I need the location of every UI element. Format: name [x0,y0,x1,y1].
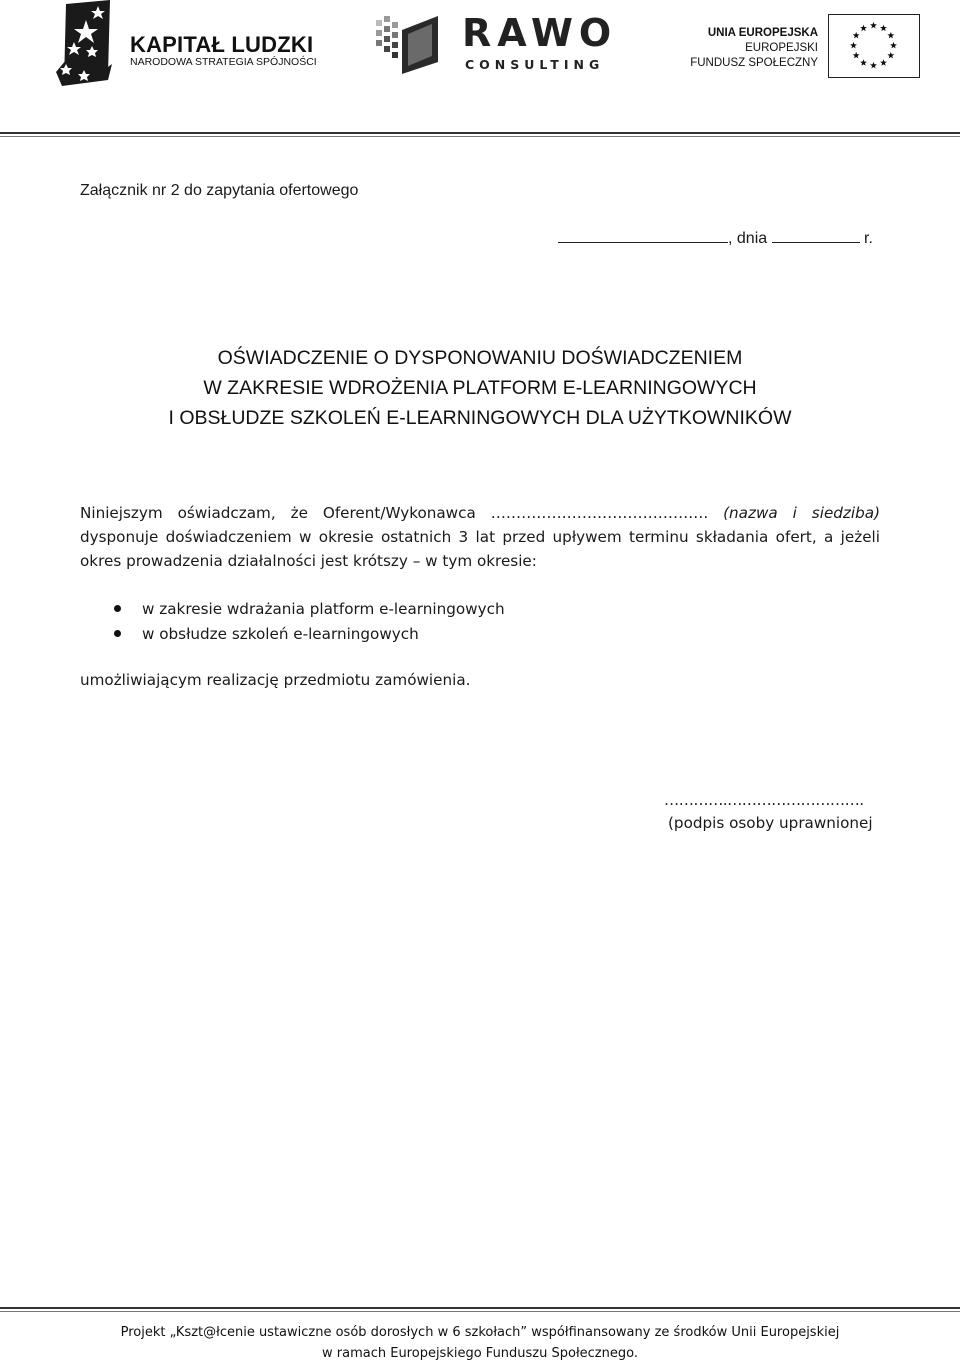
eu-star-icon [890,42,897,49]
list-item-text: w obsłudze szkoleń e-learningowych [142,625,419,643]
attachment-label: Załącznik nr 2 do zapytania ofertowego [80,182,359,199]
signature-label: (podpis osoby uprawnionej [668,814,873,832]
footer-line-2: w ramach Europejskiego Funduszu Społecznego. [322,1346,638,1361]
eu-line-3: FUNDUSZ SPOŁECZNY [690,57,818,69]
eu-star-icon [880,59,887,66]
title-line-1: OŚWIADCZENIE O DYSPONOWANIU DOŚWIADCZENIEM [217,347,743,369]
paragraph-italic-note: (nazwa i siedziba) [723,504,880,522]
eu-star-icon [870,62,877,69]
header-divider [0,132,960,134]
kapital-ludzki-subtitle: NARODOWA STRATEGIA SPÓJNOŚCI [130,56,317,68]
rawo-emblem-icon [372,12,444,78]
eu-star-icon [860,59,867,66]
declaration-paragraph [80,501,880,573]
date-blank [772,228,860,243]
eu-logo-text [686,26,818,71]
eu-flag-icon [828,14,920,78]
paragraph-intro: Niniejszym oświadczam, że Oferent/Wykonawca ……………………………………. [80,504,709,522]
bullet-icon [114,630,121,637]
experience-list [80,597,880,647]
rawo-consulting-logo [372,8,618,78]
kapital-ludzki-emblem-icon [52,0,122,88]
place-blank [558,228,728,243]
eu-star-icon [860,25,867,32]
eu-line-1: UNIA EUROPEJSKA [707,27,818,39]
header-divider-thin [0,136,960,137]
eu-star-icon [853,52,860,59]
eu-star-icon [850,42,857,49]
footer-line-1: Projekt „Kszt@łcenie ustawiczne osób dorosłych w 6 szkołach” współfinansowany ze środków Unii Europejskiej [120,1325,840,1340]
title-line-2: W ZAKRESIE WDROŻENIA PLATFORM E-LEARNINGOWYCH [203,377,757,399]
footer-divider [0,1307,960,1309]
list-item [80,597,880,622]
title-line-3: I OBSŁUDZE SZKOLEŃ E-LEARNINGOWYCH DLA UŻYTKOWNIKÓW [168,407,792,429]
list-item-text: w zakresie wdrażania platform e-learningowych [142,600,505,618]
list-item [80,622,880,647]
eu-line-2: EUROPEJSKI [745,42,818,54]
place-date-line [558,228,873,248]
eu-star-icon [887,32,894,39]
eu-star-icon [853,32,860,39]
paragraph-body: dysponuje doświadczeniem w okresie ostatnich 3 lat przed upływem terminu składania ofert, a jeżeli okres prowadzenia działalności jest krótszy – w tym okresie: [80,528,880,570]
eu-star-icon [870,22,877,29]
date-separator: , dnia [728,230,768,247]
rawo-subtitle: CONSULTING [465,57,605,72]
bullet-icon [114,605,121,612]
footer-divider-thin [0,1311,960,1312]
signature-line: ………….………………………. [664,791,864,809]
project-footer [0,1322,960,1364]
rawo-wordmark: RAWO [462,11,618,55]
closing-statement: umożliwiającym realizację przedmiotu zamówienia. [80,671,471,689]
date-suffix: r. [864,230,873,247]
eu-star-icon [880,25,887,32]
document-title [80,343,880,433]
kapital-ludzki-title: KAPITAŁ LUDZKI [130,32,314,57]
eu-star-icon [887,52,894,59]
kapital-ludzki-logo [52,0,322,88]
